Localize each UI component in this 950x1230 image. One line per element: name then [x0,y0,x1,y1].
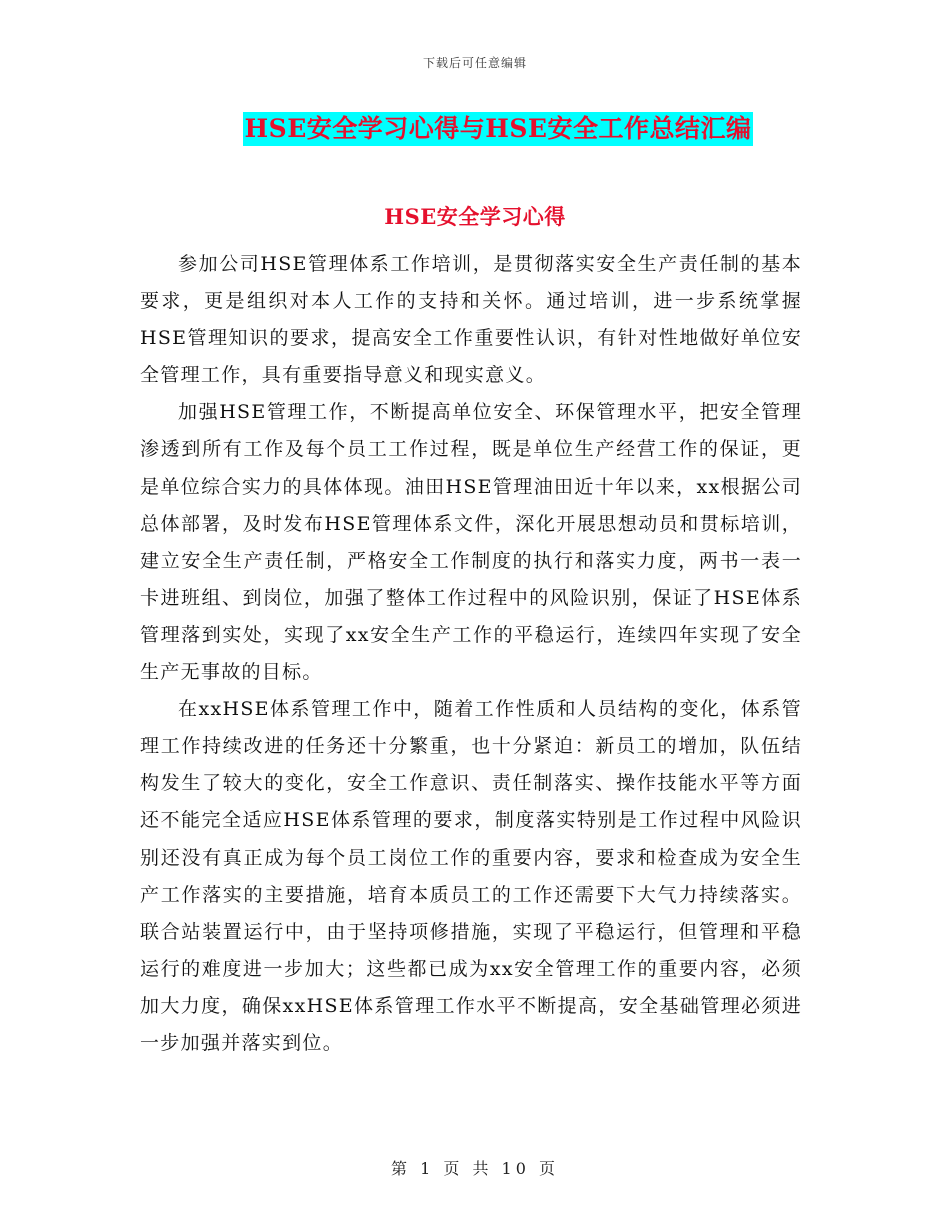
body-paragraph: 在xxHSE体系管理工作中，随着工作性质和人员结构的变化，体系管理工作持续改进的任务还十分繁重，也十分紧迫：新员工的增加，队伍结构发生了较大的变化，安全工作意识、责任制落实、操作技能水平等方面还不能完全适应HSE体系管理的要求，制度落实特别是工作过程中风险识别还没有真正成为每个员工岗位工作的重要内容，要求和检查成为安全生产工作落实的主要措施，培育本质员工的工作还需要下大气力持续落实。联合站装置运行中，由于坚持项修措施，实现了平稳运行，但管理和平稳运行的难度进一步加大；这些都已成为xx安全管理工作的重要内容，必须加大力度，确保xxHSE体系管理工作水平不断提高，安全基础管理必须进一步加强并落实到位。 [140,698,802,1054]
body-paragraph: 参加公司HSE管理体系工作培训，是贯彻落实安全生产责任制的基本要求，更是组织对本人工作的支持和关怀。通过培训，进一步系统掌握HSE管理知识的要求，提高安全工作重要性认识，有针对性地做好单位安全管理工作，具有重要指导意义和现实意义。 [140,253,802,387]
document-title: HSE安全学习心得与HSE安全工作总结汇编 [243,112,754,146]
page-header-note: 下载后可任意编辑 [422,56,527,70]
body-paragraph: 加强HSE管理工作，不断提高单位安全、环保管理水平，把安全管理渗透到所有工作及每个员工工作过程，既是单位生产经营工作的保证，更是单位综合实力的具体体现。油田HSE管理油田近十年以来，xx根据公司总体部署，及时发布HSE管理体系文件，深化开展思想动员和贯标培训，建立安全生产责任制，严格安全工作制度的执行和落实力度，两书一表一卡进班组、到岗位，加强了整体工作过程中的风险识别，保证了HSE体系管理落到实处，实现了xx安全生产工作的平稳运行，连续四年实现了安全生产无事故的目标。 [140,401,802,684]
section-title: HSE安全学习心得 [384,204,566,229]
document-title-container [0,112,950,146]
page-number: 第 1 页 共 10 页 [391,1159,559,1178]
document-body [140,246,802,1062]
